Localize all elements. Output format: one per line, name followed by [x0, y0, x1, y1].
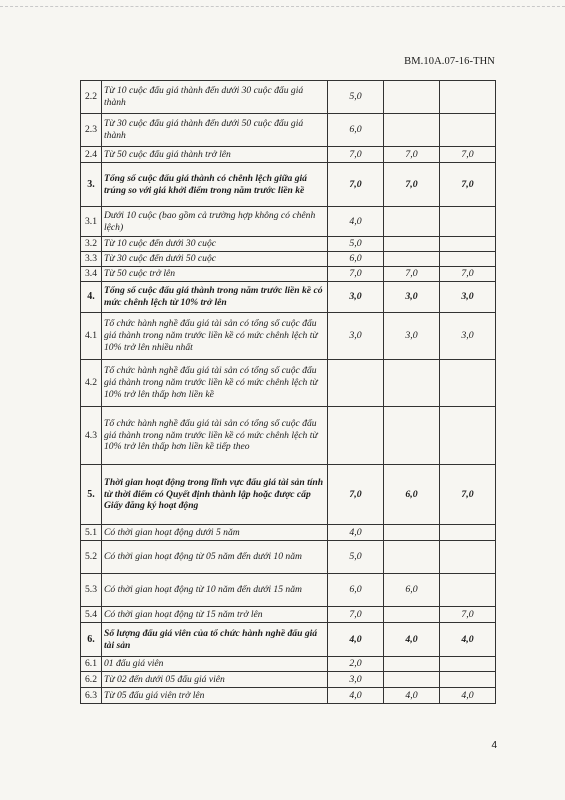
score-org-1 — [384, 252, 440, 267]
row-number: 5.4 — [81, 607, 102, 623]
table-row — [81, 688, 496, 704]
table-row — [81, 207, 496, 237]
row-number: 5.1 — [81, 525, 102, 541]
score-org-1: 4,0 — [384, 688, 440, 704]
score-org-1 — [384, 360, 440, 407]
score-org-1: 7,0 — [384, 163, 440, 207]
row-number: 3. — [81, 163, 102, 207]
page-top-edge — [0, 6, 565, 7]
criterion-text: Tổ chức hành nghề đấu giá tài sản có tổng số cuộc đấu giá thành trong năm trước liền kề có mức chênh lệch từ 10% trở lên nhiều nhất — [102, 313, 328, 360]
row-number: 2.4 — [81, 147, 102, 163]
row-number: 6.2 — [81, 672, 102, 688]
score-max: 6,0 — [328, 252, 384, 267]
criterion-text: Từ 05 đấu giá viên trở lên — [102, 688, 328, 704]
row-number: 4. — [81, 282, 102, 313]
criterion-text: Có thời gian hoạt động dưới 5 năm — [102, 525, 328, 541]
table-row — [81, 623, 496, 657]
score-org-2 — [440, 207, 496, 237]
score-org-2 — [440, 114, 496, 147]
table-row — [81, 541, 496, 574]
table-row — [81, 672, 496, 688]
row-number: 4.2 — [81, 360, 102, 407]
score-max: 2,0 — [328, 657, 384, 672]
score-max: 7,0 — [328, 163, 384, 207]
row-number: 3.3 — [81, 252, 102, 267]
row-number: 6.1 — [81, 657, 102, 672]
row-number: 6. — [81, 623, 102, 657]
criterion-text: Có thời gian hoạt động từ 05 năm đến dưới 10 năm — [102, 541, 328, 574]
score-org-2: 7,0 — [440, 267, 496, 282]
score-max: 4,0 — [328, 525, 384, 541]
score-org-1: 3,0 — [384, 313, 440, 360]
score-org-2 — [440, 525, 496, 541]
score-org-2: 3,0 — [440, 282, 496, 313]
score-org-1 — [384, 207, 440, 237]
score-max: 7,0 — [328, 465, 384, 525]
criterion-text: Có thời gian hoạt động từ 15 năm trở lên — [102, 607, 328, 623]
criterion-text: Tổng số cuộc đấu giá thành có chênh lệch giữa giá trúng so với giá khởi điểm trong năm trước liền kề — [102, 163, 328, 207]
score-org-2 — [440, 237, 496, 252]
row-number: 6.3 — [81, 688, 102, 704]
table-row — [81, 313, 496, 360]
score-org-2: 7,0 — [440, 163, 496, 207]
row-number: 2.3 — [81, 114, 102, 147]
score-max: 7,0 — [328, 607, 384, 623]
criterion-text: Có thời gian hoạt động từ 10 năm đến dưới 15 năm — [102, 574, 328, 607]
table-row — [81, 163, 496, 207]
score-org-1 — [384, 607, 440, 623]
score-org-2: 7,0 — [440, 607, 496, 623]
criterion-text: Từ 50 cuộc đấu giá thành trở lên — [102, 147, 328, 163]
table-row — [81, 657, 496, 672]
score-org-2 — [440, 252, 496, 267]
score-org-2 — [440, 574, 496, 607]
form-code: BM.10A.07-16-THN — [404, 56, 495, 67]
score-org-2: 4,0 — [440, 688, 496, 704]
criterion-text: Tổ chức hành nghề đấu giá tài sản có tổng số cuộc đấu giá thành trong năm trước liền kề có mức chênh lệch từ 10% trở lên thấp hơn liền kề tiếp theo — [102, 407, 328, 465]
score-max — [328, 360, 384, 407]
table-row — [81, 252, 496, 267]
score-org-2 — [440, 541, 496, 574]
score-org-1: 6,0 — [384, 465, 440, 525]
score-org-1 — [384, 541, 440, 574]
criterion-text: Từ 10 cuộc đấu giá thành đến dưới 30 cuộc đấu giá thành — [102, 81, 328, 114]
score-org-1 — [384, 657, 440, 672]
table-row — [81, 237, 496, 252]
table-row — [81, 114, 496, 147]
score-max: 4,0 — [328, 688, 384, 704]
score-org-2 — [440, 657, 496, 672]
score-org-1 — [384, 237, 440, 252]
table-row — [81, 465, 496, 525]
row-number: 5.3 — [81, 574, 102, 607]
row-number: 5.2 — [81, 541, 102, 574]
score-org-2: 3,0 — [440, 313, 496, 360]
criterion-text: Dưới 10 cuộc (bao gồm cả trường hợp không có chênh lệch) — [102, 207, 328, 237]
scoring-table-body — [81, 81, 496, 704]
criterion-text: Tổng số cuộc đấu giá thành trong năm trước liền kề có mức chênh lệch từ 10% trở lên — [102, 282, 328, 313]
score-org-1: 6,0 — [384, 574, 440, 607]
row-number: 3.2 — [81, 237, 102, 252]
criterion-text: Từ 10 cuộc đến dưới 30 cuộc — [102, 237, 328, 252]
scoring-table — [80, 80, 496, 704]
score-max: 7,0 — [328, 147, 384, 163]
score-org-2 — [440, 360, 496, 407]
score-org-1: 4,0 — [384, 623, 440, 657]
score-max: 3,0 — [328, 672, 384, 688]
score-org-1: 7,0 — [384, 147, 440, 163]
criterion-text: 01 đấu giá viên — [102, 657, 328, 672]
score-max: 5,0 — [328, 541, 384, 574]
row-number: 5. — [81, 465, 102, 525]
score-org-2: 7,0 — [440, 147, 496, 163]
score-org-1 — [384, 114, 440, 147]
criterion-text: Từ 02 đến dưới 05 đấu giá viên — [102, 672, 328, 688]
score-org-2 — [440, 407, 496, 465]
table-row — [81, 407, 496, 465]
criterion-text: Số lượng đấu giá viên của tổ chức hành nghề đấu giá tài sản — [102, 623, 328, 657]
score-max: 3,0 — [328, 282, 384, 313]
score-max: 6,0 — [328, 114, 384, 147]
score-max: 3,0 — [328, 313, 384, 360]
score-org-2: 7,0 — [440, 465, 496, 525]
score-max: 4,0 — [328, 623, 384, 657]
criterion-text: Từ 50 cuộc trở lên — [102, 267, 328, 282]
score-max: 7,0 — [328, 267, 384, 282]
table-row — [81, 81, 496, 114]
table-row — [81, 574, 496, 607]
score-max — [328, 407, 384, 465]
score-max: 5,0 — [328, 237, 384, 252]
table-row — [81, 360, 496, 407]
score-max: 4,0 — [328, 207, 384, 237]
criterion-text: Từ 30 cuộc đến dưới 50 cuộc — [102, 252, 328, 267]
criterion-text: Tổ chức hành nghề đấu giá tài sản có tổng số cuộc đấu giá thành trong năm trước liền kề có mức chênh lệch từ 10% trở lên thấp hơn liền kề — [102, 360, 328, 407]
page-number: 4 — [491, 740, 497, 751]
score-org-1 — [384, 407, 440, 465]
score-org-2: 4,0 — [440, 623, 496, 657]
score-max: 6,0 — [328, 574, 384, 607]
row-number: 4.3 — [81, 407, 102, 465]
row-number: 3.1 — [81, 207, 102, 237]
score-org-2 — [440, 672, 496, 688]
table-row — [81, 147, 496, 163]
score-org-1 — [384, 672, 440, 688]
table-row — [81, 607, 496, 623]
score-org-1 — [384, 525, 440, 541]
criterion-text: Thời gian hoạt động trong lĩnh vực đấu giá tài sản tính từ thời điểm có Quyết định thành lập hoặc được cấp Giấy đăng ký hoạt động — [102, 465, 328, 525]
score-org-1: 3,0 — [384, 282, 440, 313]
row-number: 2.2 — [81, 81, 102, 114]
row-number: 3.4 — [81, 267, 102, 282]
table-row — [81, 267, 496, 282]
criterion-text: Từ 30 cuộc đấu giá thành đến dưới 50 cuộc đấu giá thành — [102, 114, 328, 147]
table-row — [81, 525, 496, 541]
table-row — [81, 282, 496, 313]
score-org-1 — [384, 81, 440, 114]
row-number: 4.1 — [81, 313, 102, 360]
score-org-2 — [440, 81, 496, 114]
score-max: 5,0 — [328, 81, 384, 114]
score-org-1: 7,0 — [384, 267, 440, 282]
